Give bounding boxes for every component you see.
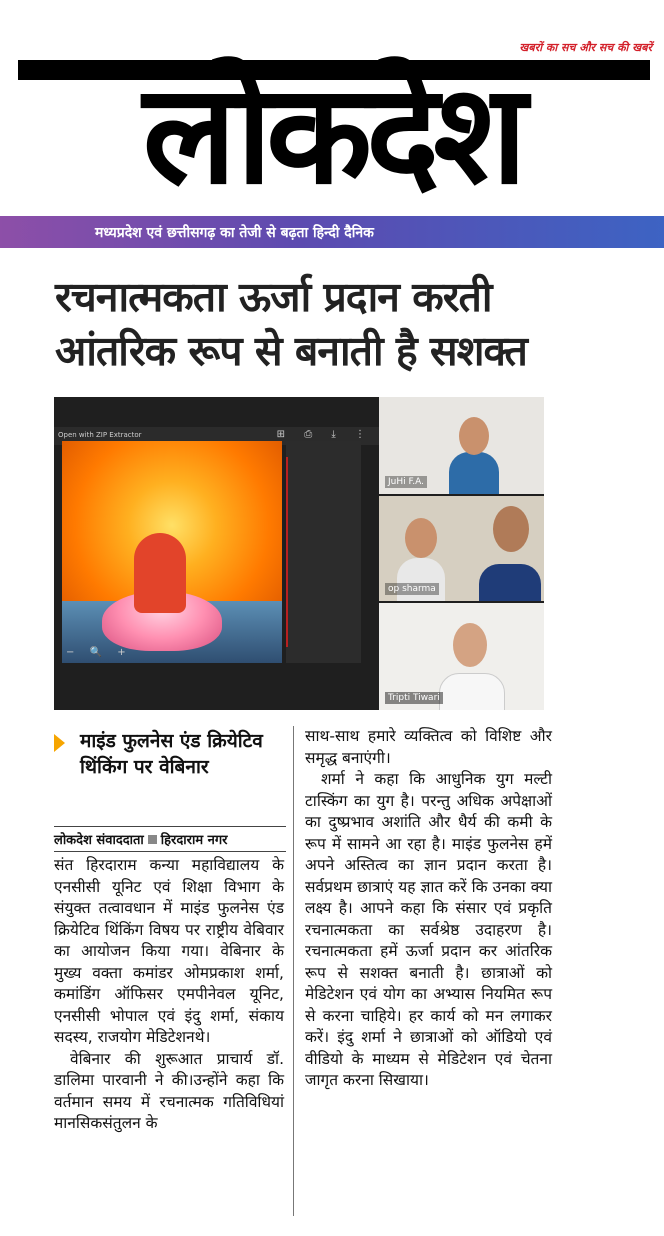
- article-column-right: [305, 726, 552, 1092]
- pdf-side-panel: [286, 441, 361, 663]
- masthead-title: [0, 54, 664, 215]
- heading-arrow-icon: [54, 734, 65, 752]
- masthead-subtitle-bar: [0, 216, 664, 248]
- side-heading-text: माइंड फुलनेस एंड क्रियेटिव थिंकिंग पर वेबिनार: [80, 730, 263, 778]
- article-paragraph: संत हिरदाराम कन्या महाविद्यालय के एनसीसी यूनिट एवं शिक्षा विभाग के संयुक्त तत्वावधान में माइंड फुलनेस एंड क्रियेटिव थिंकिंग विषय पर राष्ट्रीय वेबिवार का आयोजन किया गया। वेबिनार के मुख्य वक्ता कमांडर ओमप्रकाश शर्मा, कमांडिंग ऑफिसर एमपीनेवल यूनिट, एनसीसी भोपाल एवं इंदु शर्मा, संकाय सदस्य, राजयोग मेडिटेशनथे।: [54, 856, 284, 1046]
- meditating-figure-icon: [134, 533, 186, 613]
- article-paragraph: वेबिनार की शुरूआत प्राचार्य डॉ. डालिमा पारवानी ने की।उन्होंने कहा कि वर्तमान समय में रचनात्मक गतिविधियां मानसिकसंतुलन के: [54, 1049, 284, 1132]
- participant-tile-1: [379, 397, 544, 494]
- masthead-title-text: लोकदेश: [142, 54, 522, 215]
- red-divider: [286, 457, 288, 647]
- masthead-tagline: खबरों का सच और सच की खबरें: [519, 41, 652, 54]
- article-column-left: [54, 855, 284, 1135]
- meditation-slide: [62, 441, 282, 663]
- masthead: [0, 0, 664, 214]
- participant-name: Tripti Tiwari: [385, 692, 443, 704]
- byline-source: लोकदेश संवाददाता: [54, 833, 144, 848]
- article-headline: [55, 270, 615, 378]
- participant-name: JuHi F.A.: [385, 476, 427, 488]
- article-paragraph: साथ-साथ हमारे व्यक्तित्व को विशिष्ट और समृद्ध बनाएंगी।: [305, 727, 552, 767]
- participant-tile-2: [379, 496, 544, 601]
- participant-body: [449, 452, 499, 494]
- participant-name: op sharma: [385, 583, 439, 595]
- article-side-heading: [54, 728, 289, 780]
- webinar-screenshot-photo: [54, 397, 544, 710]
- masthead-subtitle: मध्यप्रदेश एवं छत्तीसगढ़ का तेजी से बढ़ता हिन्दी दैनिक: [95, 225, 374, 241]
- headline-line-2: आंतरिक रूप से बनाती है सशक्त: [55, 327, 527, 375]
- byline-place: हिरदाराम नगर: [160, 833, 228, 848]
- headline-line-1: रचनात्मकता ऊर्जा प्रदान करती: [55, 273, 492, 321]
- pdf-toolbar-icons: ⊞ ⎙ ⤓ ⋮: [276, 429, 373, 440]
- zoom-controls: − 🔍 +: [66, 647, 132, 658]
- participant-face: [459, 417, 489, 455]
- participant-body: [439, 673, 505, 710]
- participant-face: [453, 623, 487, 667]
- participant-face: [405, 518, 437, 558]
- byline-square-icon: [148, 835, 157, 844]
- participant-body: [479, 564, 541, 601]
- column-divider: [293, 726, 294, 1216]
- article-byline: [54, 826, 286, 852]
- participant-tile-3: [379, 603, 544, 710]
- participant-face: [493, 506, 529, 552]
- pdf-toolbar-label: Open with ZIP Extractor: [58, 431, 142, 439]
- article-paragraph: शर्मा ने कहा कि आधुनिक युग मल्टी टास्किंग का युग है। परन्तु अधिक अपेक्षाओं का दुष्प्रभाव अशांति और धैर्य की कमी के रूप में सामने आ रहा है। माइंड फुलनेस हमें अपने अस्तित्व का ज्ञान प्रदान करता है। सर्वप्रथम छात्राएं यह ज्ञात करें कि उनका क्या लक्ष्य है। आपने कहा कि संसार एवं प्रकृति रचनात्मकता का सर्वश्रेष्ठ उदाहरण है। रचनात्मकता हमें ऊर्जा प्रदान कर आंतरिक रूप से सशक्त बनाती है। छात्राओं को मेडिटेशन एवं योग का अभ्यास नियमित रूप से करना चाहिये। हर कार्य को मन लगाकर करें। इंदु शर्मा ने छात्राओं को ऑडियो एवं वीडियो के माध्यम से मेडिटेशन एवं चेतना जागृत करना सिखाया।: [305, 770, 552, 1089]
